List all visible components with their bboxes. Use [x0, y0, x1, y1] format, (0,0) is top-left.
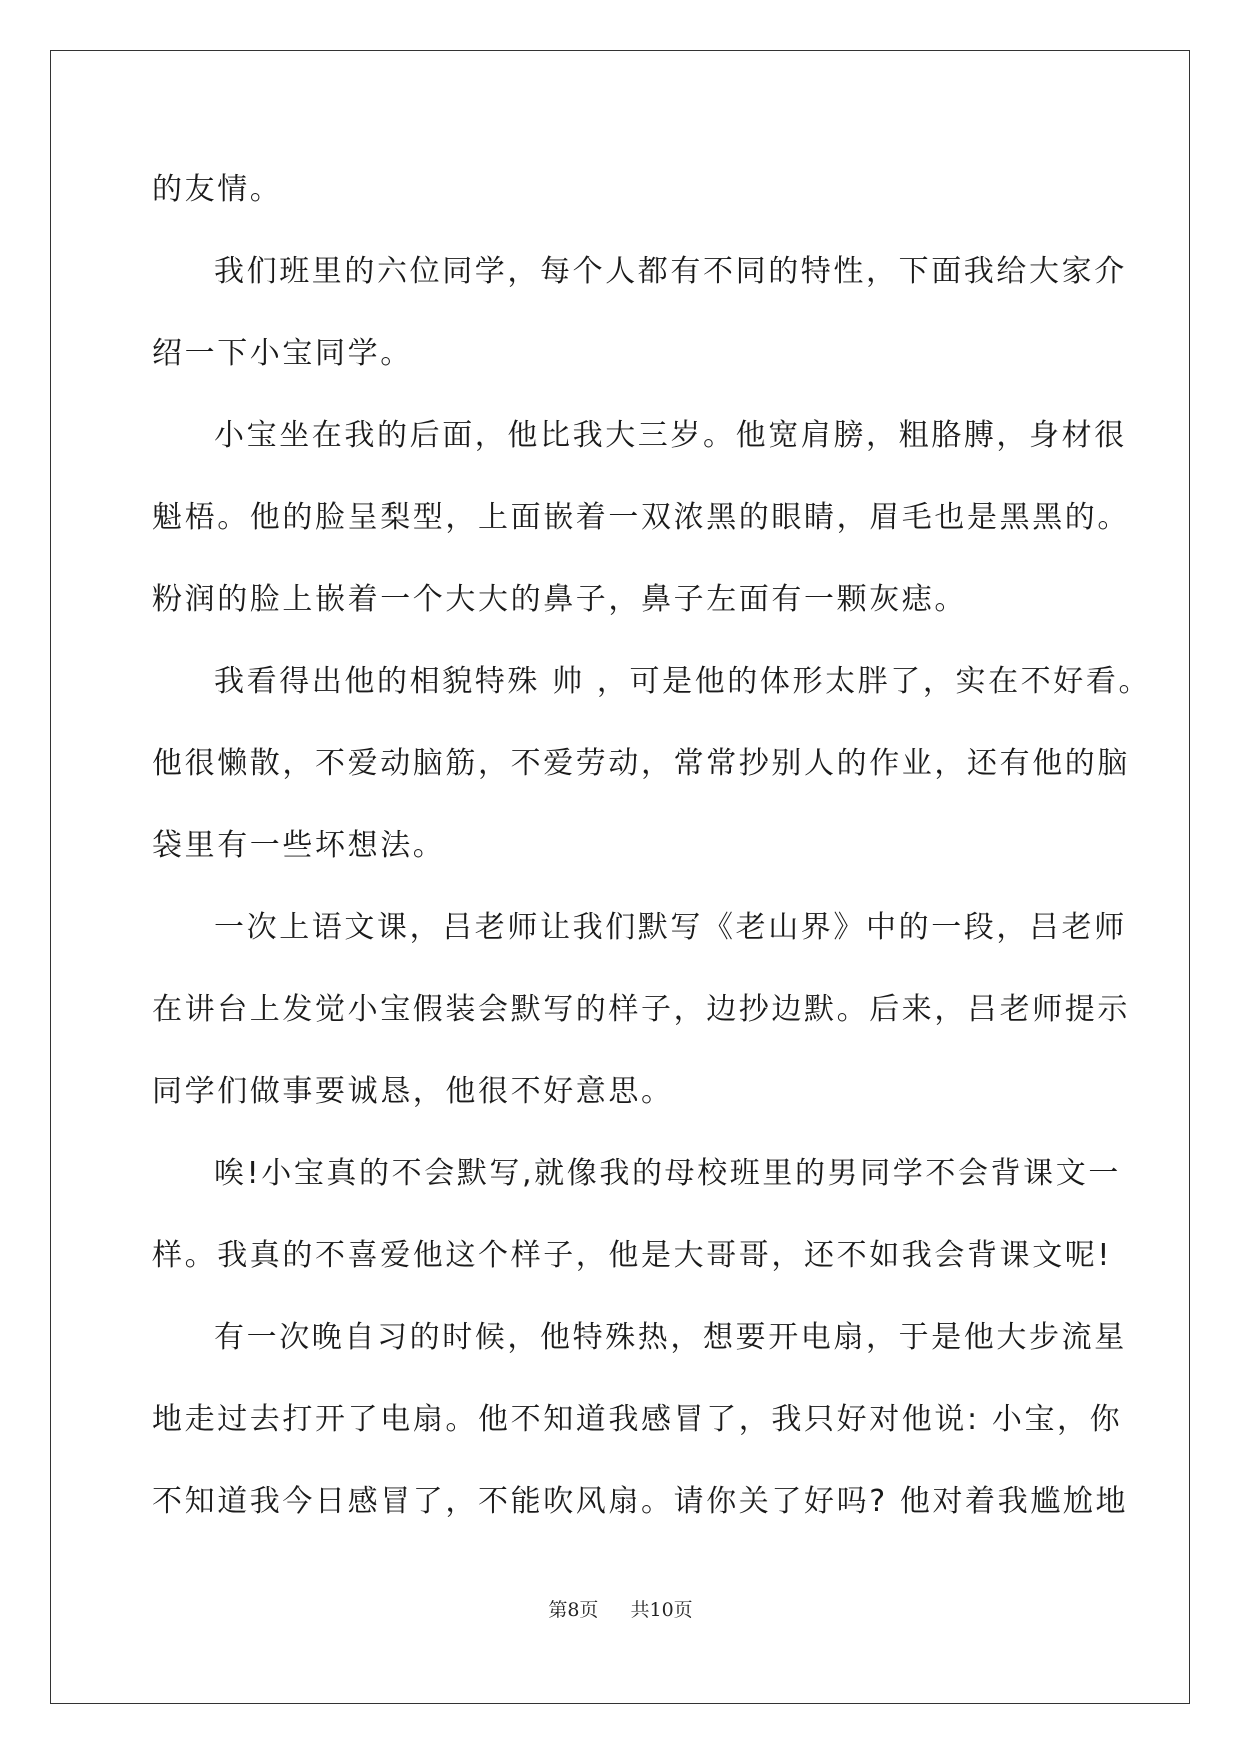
text-line: 我看得出他的相貌特殊 帅 ，可是他的体形太胖了，实在不好看。: [214, 664, 1152, 699]
text-line: 同学们做事要诚恳，他很不好意思。: [152, 1074, 674, 1109]
text-line: 袋里有一些坏想法。: [152, 828, 446, 863]
text-line: 在讲台上发觉小宝假装会默写的样子，边抄边默。后来，吕老师提示: [152, 992, 1130, 1027]
page-footer: [0, 1598, 1241, 1622]
text-line: 粉润的脸上嵌着一个大大的鼻子，鼻子左面有一颗灰痣。: [152, 582, 967, 617]
page-total: 共10页: [630, 1599, 693, 1621]
text-line: 唉!小宝真的不会默写,就像我的母校班里的男同学不会背课文一: [214, 1156, 1121, 1191]
text-line: 小宝坐在我的后面，他比我大三岁。他宽肩膀，粗胳膊，身材很: [214, 418, 1127, 453]
text-line: 有一次晚自习的时候，他特殊热，想要开电扇，于是他大步流星: [214, 1320, 1127, 1355]
text-line: 的友情。: [152, 172, 283, 207]
page-number: 第8页: [548, 1599, 599, 1621]
text-line: 一次上语文课，吕老师让我们默写《老山界》中的一段，吕老师: [214, 910, 1127, 945]
text-line: 不知道我今日感冒了，不能吹风扇。请你关了好吗? 他对着我尴尬地: [152, 1484, 1129, 1519]
text-line: 地走过去打开了电扇。他不知道我感冒了，我只好对他说: 小宝，你: [152, 1402, 1123, 1437]
text-line: 他很懒散，不爱动脑筋，不爱劳动，常常抄别人的作业，还有他的脑: [152, 746, 1130, 781]
text-line: 样。我真的不喜爱他这个样子，他是大哥哥，还不如我会背课文呢!: [152, 1238, 1113, 1273]
page-frame: [50, 50, 1190, 1704]
text-line: 绍一下小宝同学。: [152, 336, 413, 371]
text-line: 魁梧。他的脸呈梨型，上面嵌着一双浓黑的眼睛，眉毛也是黑黑的。: [152, 500, 1130, 535]
text-line: 我们班里的六位同学，每个人都有不同的特性，下面我给大家介: [214, 254, 1127, 289]
